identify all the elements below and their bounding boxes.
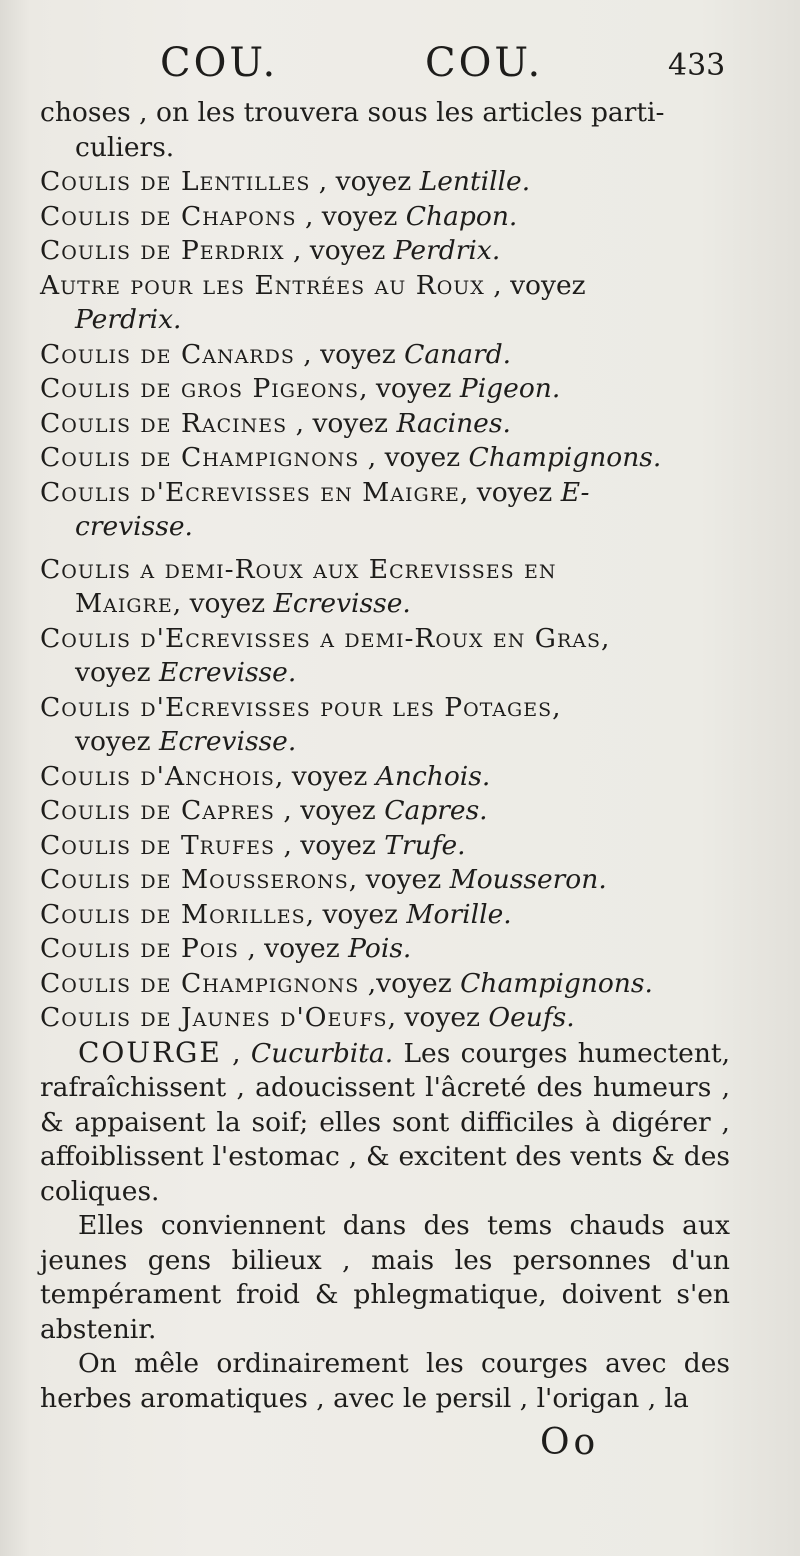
entry-ref: Canard.	[404, 338, 512, 370]
entry-see: voyez	[75, 657, 159, 688]
entry-coulis-perdrix	[40, 234, 730, 269]
entry-ref: Ecrevisse.	[158, 657, 297, 688]
entry-coulis-pigeons	[40, 372, 730, 407]
entry-ref: Chapon.	[405, 200, 518, 232]
entry-title: Coulis de Canards	[40, 338, 295, 370]
entry-coulis-canards	[40, 338, 730, 373]
entry-see: voyez	[75, 726, 159, 757]
courge-paragraph-2: Elles conviennent dans des tems chauds aux jeunes gens bilieux , mais les personnes d'un tempérament froid & phlegmatique, doivent s'en abstenir.	[40, 1210, 730, 1345]
entry-see: , voyez	[284, 235, 394, 266]
entry-title: Coulis a demi-Roux aux Ecrevisses en	[40, 553, 557, 585]
entry-coulis-champignons-2	[40, 967, 730, 1002]
entry-ref: Ecrevisse.	[273, 588, 411, 619]
entry-title: Coulis de Chapons	[40, 200, 297, 232]
entry-ref: Anchois.	[375, 760, 491, 792]
entry-ref: Oeufs.	[488, 1002, 575, 1033]
page-body	[40, 96, 730, 1416]
entry-title: Coulis de Champignons	[40, 967, 360, 999]
entry-see: , voyez	[274, 795, 385, 826]
entry-coulis-ecrevisses-potages	[40, 691, 730, 760]
entry-title: Coulis de Jaunes d'Oeufs	[40, 1002, 388, 1033]
entry-autre-entrees-roux	[40, 269, 730, 338]
entry-title: Coulis de gros Pigeons	[40, 373, 360, 404]
courge-paragraph-3: On mêle ordinairement les courges avec des herbes aromatiques , avec le persil , l'origan , la	[40, 1348, 730, 1414]
text-line: culiers.	[75, 131, 175, 163]
page-number: 433	[668, 48, 726, 83]
entry-title: Maigre	[75, 588, 173, 619]
entry-see: , voyez	[294, 338, 405, 370]
entry-see: , voyez	[238, 933, 349, 964]
entry-coulis-racines	[40, 407, 730, 442]
entry-ref: Champignons.	[468, 442, 662, 473]
entry-ref: crevisse.	[75, 511, 193, 542]
entry-coulis-anchois	[40, 760, 730, 795]
spacer	[40, 545, 730, 553]
entry-title: Coulis de Morilles	[40, 898, 306, 930]
entry-ref: Capres.	[384, 795, 488, 826]
entry-title: Coulis de Perdrix	[40, 235, 285, 266]
entry-ref: Mousseron.	[449, 864, 607, 895]
entry-coulis-demi-roux-gras	[40, 622, 730, 691]
entry-coulis-demi-roux-maigre	[40, 553, 730, 622]
running-header	[0, 40, 800, 100]
entry-title: Coulis de Mousserons	[40, 864, 349, 895]
entry-coulis-ecrevisses-maigre	[40, 476, 730, 545]
entry-see: , voyez	[359, 373, 460, 404]
entry-see: , voyez	[172, 588, 274, 619]
latin-name: Cucurbita.	[250, 1037, 394, 1069]
entry-title: Coulis de Lentilles	[40, 166, 311, 197]
running-head-left: COU.	[160, 40, 279, 86]
continuation-line	[40, 96, 730, 165]
text-line: choses , on les trouvera sous les articles parti-	[40, 97, 665, 128]
entry-ref: E-	[560, 476, 590, 508]
entry-title: Coulis d'Ecrevisses en Maigre	[40, 476, 460, 508]
entry-ref: Perdrix.	[393, 235, 501, 266]
entry-ref: Pois.	[348, 933, 412, 964]
entry-coulis-chapons	[40, 200, 730, 235]
entry-title: Coulis de Champignons	[40, 442, 360, 473]
entry-title: Coulis d'Anchois	[40, 760, 275, 792]
entry-see: , voyez	[275, 829, 385, 861]
entry-title: Coulis de Capres	[40, 795, 275, 826]
entry-see: , voyez	[387, 1002, 489, 1033]
entry-ref: Pigeon.	[459, 373, 561, 404]
entry-ref: Ecrevisse.	[158, 726, 297, 757]
entry-see: , voyez	[305, 898, 407, 930]
entry-see: , voyez	[359, 442, 469, 473]
entry-coulis-pois	[40, 932, 730, 967]
entry-coulis-trufes	[40, 829, 730, 864]
article-headword: COURGE	[78, 1035, 222, 1069]
entry-coulis-morilles	[40, 898, 730, 933]
entry-see: , voyez	[484, 269, 586, 301]
entry-ref: Lentille.	[419, 166, 531, 197]
entry-title: Coulis d'Ecrevisses pour les Potages,	[40, 691, 562, 723]
entry-see: ,voyez	[359, 967, 461, 999]
entry-see: , voyez	[274, 760, 376, 792]
entry-title: Autre pour les Entrées au Roux	[40, 269, 485, 301]
entry-ref: Morille.	[406, 898, 512, 930]
entry-coulis-mousserons	[40, 863, 730, 898]
entry-ref: Perdrix.	[75, 304, 182, 335]
entry-coulis-jaunes-oeufs	[40, 1001, 730, 1036]
entry-coulis-champignons	[40, 441, 730, 476]
article-text: Les courges humectent, rafraîchissent , adoucissent l'âcreté des humeurs , & appaisent la soif; elles sont difficiles à digérer , affoiblissent l'estomac , & excitent des vents & des coliques.	[40, 1037, 730, 1207]
entry-title: Coulis d'Ecrevisses a demi-Roux en Gras,	[40, 622, 611, 654]
printer-signature-mark: Oo	[540, 1422, 600, 1463]
entry-coulis-lentilles	[40, 165, 730, 200]
courge-article	[40, 1036, 730, 1210]
entry-ref: Champignons.	[460, 967, 653, 999]
entry-see: , voyez	[459, 476, 561, 508]
entry-coulis-capres	[40, 794, 730, 829]
separator: ,	[221, 1037, 251, 1069]
entry-see: , voyez	[287, 407, 397, 439]
entry-title: Coulis de Racines	[40, 407, 288, 439]
running-head-right: COU.	[425, 40, 544, 86]
entry-title: Coulis de Trufes	[40, 829, 276, 861]
entry-see: , voyez	[296, 200, 406, 232]
entry-title: Coulis de Pois	[40, 933, 239, 964]
entry-ref: Racines.	[396, 407, 511, 439]
entry-see: , voyez	[348, 864, 450, 895]
entry-see: , voyez	[310, 166, 420, 197]
entry-ref: Trufe.	[384, 829, 466, 861]
